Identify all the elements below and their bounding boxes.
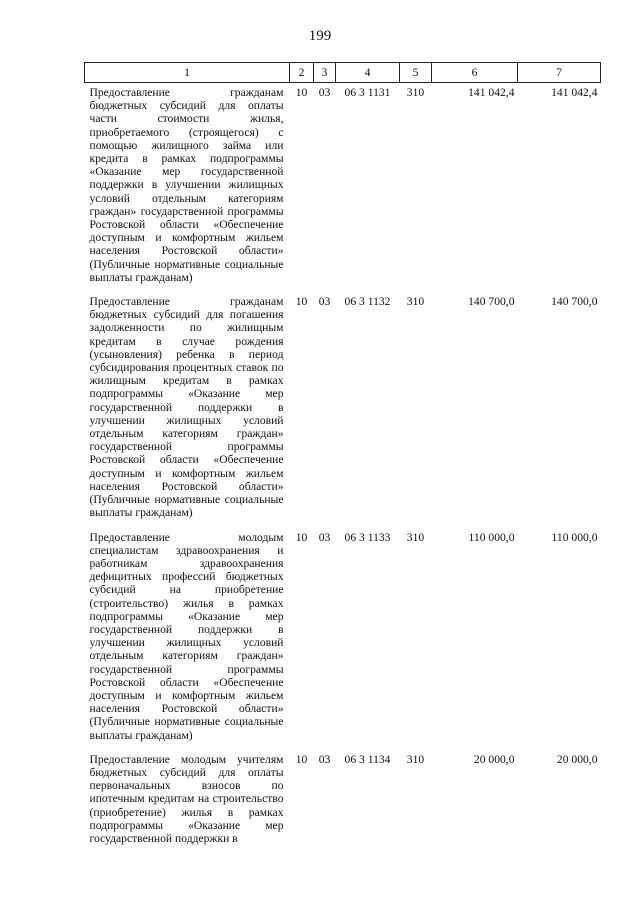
row-section-code: 10 — [295, 530, 308, 544]
header-col-4: 4 — [336, 63, 400, 83]
row-amount-2: 110 000,0 — [551, 530, 598, 544]
table-row — [85, 528, 601, 750]
row-description: Предоставление гражданам бюджетных субсидий для погашения задолженности по жилищным кредитам в случае рождения (усыновления) ребенка в период субсидирования процентных ставок по жилищным кредитам в рамках подпрограммы «Оказание мер государственной поддержки в улучшении жилищных условий отдельным категориям граждан» государственной программы Ростовской области «Обеспечение доступным и комфортным жильем населения Ростовской области» (Публичные нормативные социальные выплаты гражданам) — [89, 295, 284, 520]
header-col-7: 7 — [518, 63, 601, 83]
row-section-code: 10 — [295, 295, 308, 309]
row-subsection-code: 03 — [318, 86, 331, 99]
row-section-code: 10 — [295, 752, 308, 766]
row-section-code: 10 — [295, 86, 308, 99]
row-subsection-code: 03 — [318, 295, 331, 309]
row-subsection-code: 03 — [318, 530, 331, 544]
row-description: Предоставление гражданам бюджетных субсидий для оплаты части стоимости жилья, приобретаемого (строящегося) с помощью жилищного займа или кредита в рамках подпрограммы «Оказание мер государственной поддержки в улучшении жилищных условий отдельным категориям граждан» государственной программы Ростовской области «Обеспечение доступным и комфортным жильем населения Ростовской области» (Публичные нормативные социальные выплаты гражданам) — [89, 86, 284, 284]
row-subsection-code: 03 — [318, 752, 331, 766]
page-number: 199 — [308, 28, 332, 44]
row-amount-1: 20 000,0 — [473, 752, 515, 766]
table-row — [85, 83, 601, 293]
row-target-article-code: 06 3 1133 — [344, 530, 391, 544]
row-target-article-code: 06 3 1134 — [344, 752, 391, 766]
budget-table — [84, 62, 601, 853]
row-expense-type-code: 310 — [406, 86, 425, 99]
header-col-6: 6 — [432, 63, 518, 83]
row-description: Предоставление молодым учителям бюджетных субсидий для оплаты первоначальных взносов по ипотечным кредитам на строительство (приобретение) жилья в рамках подпрограммы «Оказание мер государственной поддержки в — [89, 752, 284, 845]
row-amount-1: 141 042,4 — [468, 86, 515, 99]
row-target-article-code: 06 3 1132 — [344, 295, 391, 309]
table-row — [85, 292, 601, 527]
table-header-row — [85, 63, 601, 83]
header-col-1: 1 — [85, 63, 290, 83]
row-amount-2: 140 700,0 — [551, 295, 598, 309]
row-expense-type-code: 310 — [406, 295, 425, 309]
row-target-article-code: 06 3 1131 — [344, 86, 391, 99]
row-expense-type-code: 310 — [406, 530, 425, 544]
header-col-5: 5 — [400, 63, 432, 83]
row-amount-2: 20 000,0 — [556, 752, 598, 766]
header-col-3: 3 — [314, 63, 336, 83]
row-amount-2: 141 042,4 — [551, 86, 598, 99]
row-amount-1: 110 000,0 — [468, 530, 515, 544]
row-amount-1: 140 700,0 — [468, 295, 515, 309]
table-row — [85, 750, 601, 853]
row-expense-type-code: 310 — [406, 752, 425, 766]
row-description: Предоставление молодым специалистам здравоохранения и работникам здравоохранения дефицитных профессий бюджетных субсидий на приобретение (строительство) жилья в рамках подпрограммы «Оказание мер государственной поддержки в улучшении жилищных условий отдельным категориям граждан» государственной программы Ростовской области «Обеспечение доступным и комфортным жильем населения Ростовской области» (Публичные нормативные социальные выплаты гражданам) — [89, 530, 284, 742]
header-col-2: 2 — [290, 63, 314, 83]
